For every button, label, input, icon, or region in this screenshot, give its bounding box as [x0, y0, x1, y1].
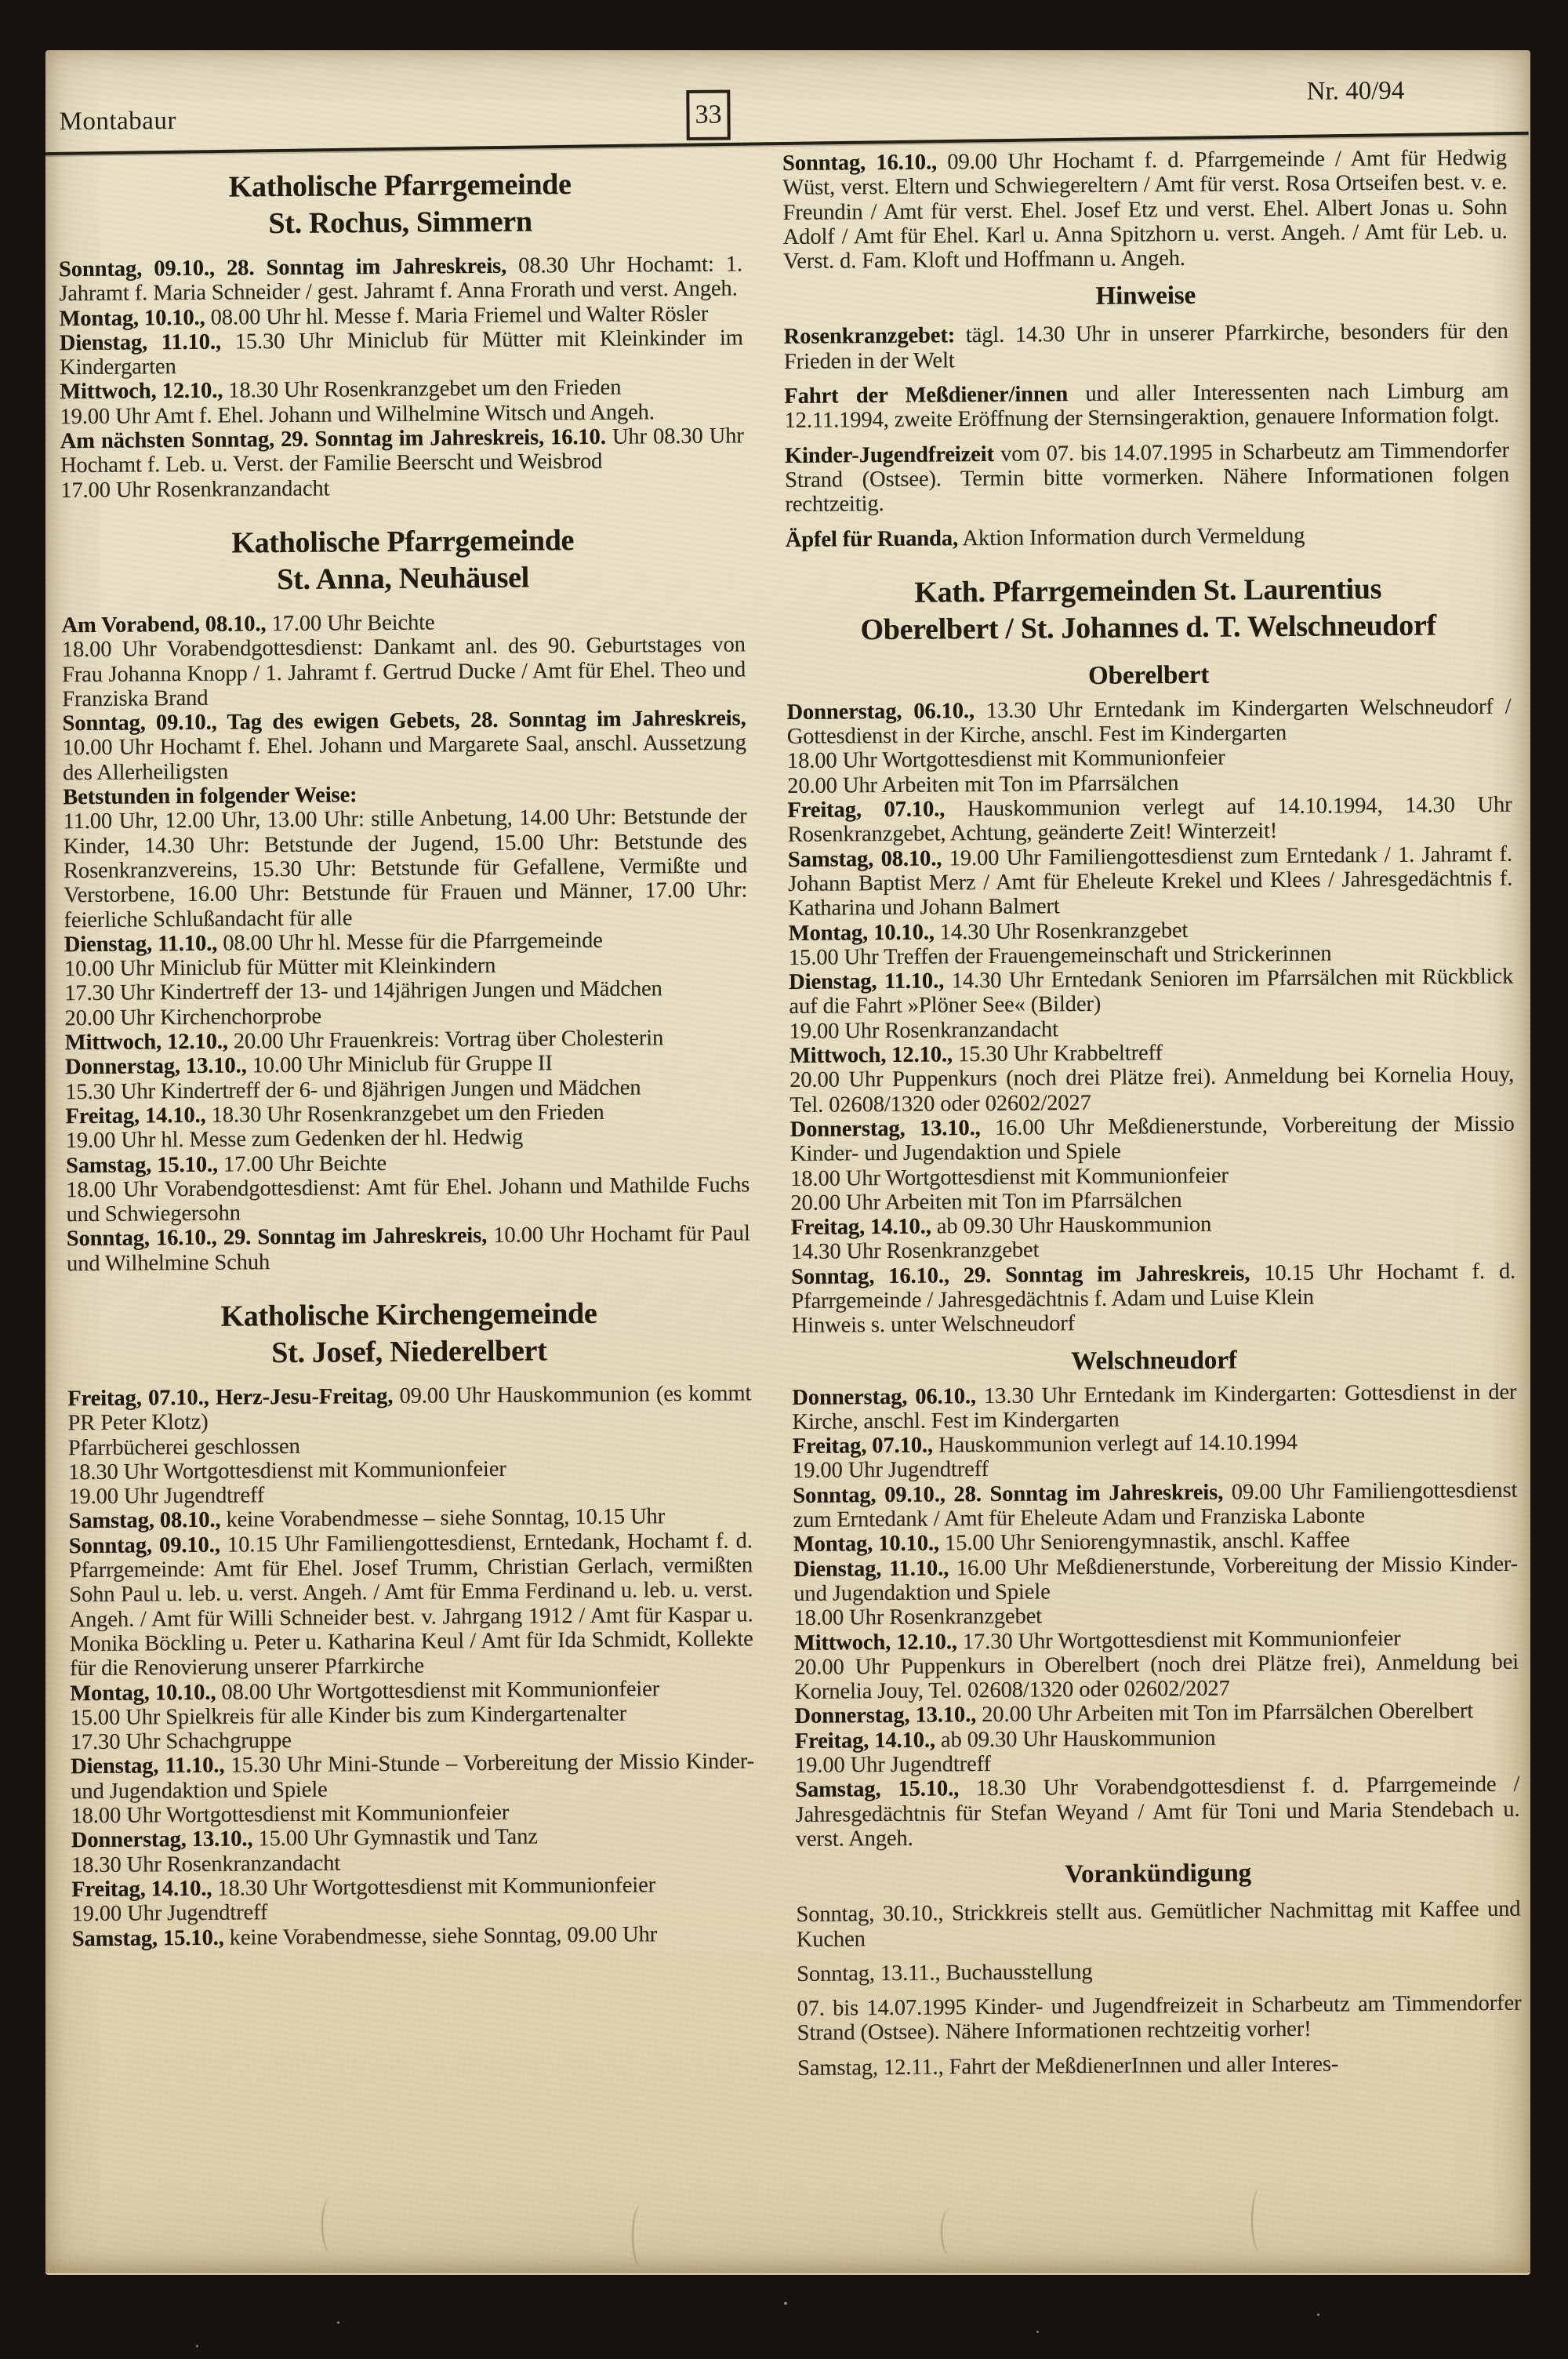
section-heading-line: Kath. Pfarrgemeinden St. Laurentius — [914, 572, 1382, 609]
section-heading — [67, 1294, 751, 1373]
section-heading-line: Katholische Pfarrgemeinde — [228, 168, 572, 204]
newspaper-page — [45, 50, 1530, 2275]
subsection-heading: Hinweise — [1095, 282, 1196, 311]
schedule-entry: 18.00 Uhr Vorabendgottesdienst: Dankamt anl. des 90. Geburtstages von Frau Johanna Knopp / 1. Jahramt f. Gertrud Ducke / Amt für Ehel. Theo und Franziska Brand — [61, 632, 746, 712]
schedule-entry: Samstag, 08.10., 19.00 Uhr Familiengottesdienst zum Erntedank / 1. Jahramt f. Johann Baptist Merz / Amt für Eheleute Krekel und Klees / Jahresgedächtnis f. Katharina und Johann Balmert — [787, 841, 1513, 921]
schedule-entry: Samstag, 15.10., keine Vorabendmesse, siehe Sonntag, 09.00 Uhr — [71, 1921, 658, 1951]
section-heading-line: Oberelbert / St. Johannes d. T. Welschneudorf — [860, 609, 1436, 647]
entry-day-label: Freitag, 07.10., Herz-Jesu-Freitag, — [67, 1383, 394, 1412]
schedule-entry: Sonntag, 16.10., 29. Sonntag im Jahreskreis, 10.15 Uhr Hochamt f. d. Pfarrgemeinde / Jahresgedächtnis f. Adam und Luise Klein — [791, 1259, 1516, 1314]
section-heading-line: St. Anna, Neuhäusel — [277, 561, 530, 597]
left-column — [58, 165, 756, 1951]
entry-day-label: Sonntag, 16.10., 29. Sonntag im Jahreskreis, — [791, 1261, 1250, 1289]
schedule-entry: Mittwoch, 12.10., 17.30 Uhr Wortgottesdienst mit Kommunionfeier — [793, 1626, 1401, 1656]
scan-crease-mark — [632, 2205, 652, 2266]
entry-day-label: Fahrt der Meßdiener/innen — [784, 382, 1069, 409]
schedule-entry: Donnerstag, 13.10., 20.00 Uhr Arbeiten mit Ton im Pfarrsälchen Oberelbert — [794, 1699, 1474, 1729]
dust-speck — [784, 2302, 787, 2305]
schedule-entry: 07. bis 14.07.1995 Kinder- und Jugendfreizeit in Scharbeutz am Timmendorfer Strand (Ostsee). Nähere Informationen rechtzeitig vorher! — [797, 1990, 1522, 2046]
schedule-entry: Freitag, 14.10., ab 09.30 Uhr Hauskommunion — [790, 1212, 1212, 1241]
entry-day-label: Kinder-Jugendfreizeit — [784, 442, 995, 468]
schedule-entry: Sonntag, 09.10., Tag des ewigen Gebets, 28. Sonntag im Jahreskreis, 10.00 Uhr Hochamt f. Ehel. Johann und Margarete Saal, anschl. Aussetzung des Allerheiligsten — [62, 706, 746, 785]
schedule-entry: Freitag, 14.10., ab 09.30 Uhr Hauskommunion — [794, 1725, 1216, 1754]
subsection-heading: Welschneudorf — [1071, 1346, 1237, 1376]
schedule-entry: Donnerstag, 06.10., 13.30 Uhr Erntedank im Kindergarten Welschneudorf / Gottesdienst in der Kirche, anschl. Fest im Kindergarten — [786, 694, 1512, 750]
masthead-place: Montabaur — [59, 107, 176, 136]
entry-day-label: Samstag, 15.10., — [71, 1925, 224, 1951]
entry-day-label: Freitag, 07.10., — [787, 797, 946, 823]
schedule-entry: 19.00 Uhr Amt f. Ehel. Johann und Wilhelmine Witsch und Angeh. — [60, 400, 655, 430]
schedule-entry: 15.00 Uhr Treffen der Frauengemeinschaft und Strickerinnen — [788, 941, 1332, 970]
schedule-entry: 17.30 Uhr Schachgruppe — [70, 1728, 292, 1755]
schedule-entry: 17.30 Uhr Kindertreff der 13- und 14jährigen Jungen und Mädchen — [64, 976, 662, 1006]
dust-speck — [196, 2345, 198, 2347]
right-column — [782, 146, 1522, 2081]
entry-day-label: Montag, 10.10., — [793, 1531, 940, 1558]
schedule-entry: Montag, 10.10., 14.30 Uhr Rosenkranzgebet — [788, 918, 1189, 946]
section-heading — [786, 570, 1511, 649]
entry-day-label: Samstag, 15.10., — [795, 1776, 960, 1803]
entry-day-label: Montag, 10.10., — [70, 1680, 216, 1706]
schedule-entry: 20.00 Uhr Arbeiten mit Ton im Pfarrsälchen — [790, 1187, 1182, 1216]
schedule-entry: Samstag, 08.10., keine Vorabendmesse – siehe Sonntag, 10.15 Uhr — [68, 1504, 666, 1534]
entry-day-label: Mittwoch, 12.10., — [64, 1029, 228, 1056]
entry-day-label: Donnerstag, 13.10., — [71, 1826, 253, 1853]
entry-day-label: Donnerstag, 13.10., — [789, 1115, 981, 1142]
schedule-entry: Mittwoch, 12.10., 18.30 Uhr Rosenkranzgebet um den Frieden — [60, 376, 622, 405]
schedule-entry: Freitag, 14.10., 18.30 Uhr Wortgottesdienst mit Kommunionfeier — [71, 1873, 656, 1903]
schedule-entry: Montag, 10.10., 15.00 Uhr Seniorengymnastik, anschl. Kaffee — [793, 1528, 1350, 1558]
schedule-entry: Am nächsten Sonntag, 29. Sonntag im Jahreskreis, 16.10. Uhr 08.30 Uhr Hochamt f. Leb. u. Verst. der Familie Beerscht und Weisbrod — [60, 423, 744, 478]
schedule-entry: Dienstag, 11.10., 15.30 Uhr Mini-Stunde – Vorbereitung der Missio Kinder- und Jugendaktion und Spiele — [70, 1749, 755, 1804]
schedule-entry: Sonntag, 09.10., 10.15 Uhr Familiengottesdienst, Erntedank, Hochamt f. d. Pfarrgemeinde: Amt für Ehel. Josef Trumm, Christian Gerlach, vermißten Sohn Paul u. leb. u. verst. Angeh. / Amt für Emma Ferdinand u. leb. u. verst. Angeh. / Amt für Willi Schneider best. v. Jahrgang 1912 / Amt für Kaspar u. Monika Böckling u. Peter u. Katharina Keul / Amt für Ida Schmidt, Kollekte für die Renovierung unserer Pfarrkirche — [68, 1528, 753, 1681]
schedule-entry: 19.00 Uhr Jugendtreff — [68, 1483, 265, 1510]
schedule-entry: Mittwoch, 12.10., 20.00 Uhr Frauenkreis: Vortrag über Cholesterin — [64, 1026, 664, 1056]
schedule-entry: 14.30 Uhr Rosenkranzgebet — [790, 1238, 1040, 1265]
schedule-entry: 18.00 Uhr Vorabendgottesdienst: Amt für Ehel. Johann und Mathilde Fuchs und Schwiegersohn — [66, 1172, 750, 1227]
entry-day-label: Donnerstag, 13.10., — [64, 1053, 247, 1080]
schedule-entry: Dienstag, 11.10., 16.00 Uhr Meßdienerstunde, Vorbereitung der Missio Kinder- und Jugendaktion und Spiele — [793, 1551, 1519, 1606]
schedule-entry: Dienstag, 11.10., 15.30 Uhr Miniclub für Mütter mit Kleinkinder im Kindergarten — [59, 325, 743, 380]
schedule-entry: Freitag, 14.10., 18.30 Uhr Rosenkranzgebet um den Frieden — [65, 1100, 604, 1129]
entry-day-label: Dienstag, 11.10., — [59, 329, 222, 356]
schedule-entry: Montag, 10.10., 08.00 Uhr Wortgottesdienst mit Kommunionfeier — [70, 1676, 660, 1706]
entry-day-label: Dienstag, 11.10., — [793, 1556, 949, 1582]
schedule-entry: Sonntag, 16.10., 09.00 Uhr Hochamt f. d. Pfarrgemeinde / Amt für Hedwig Wüst, verst. Eltern und Schwiegereltern / Amt für verst. Rosa Ortseifen best. v. e. Freundin / Amt für verst. Ehel. Josef Etz und verst. Ehel. Albert Jonas u. Sohn Adolf / Amt für Ehel. Karl u. Anna Spitzhorn u. verst. Angeh. / Amt für Leb. u. Verst. d. Fam. Kloft und Hoffmann u. Angeh. — [782, 145, 1508, 274]
schedule-entry: Am Vorabend, 08.10., 17.00 Uhr Beichte — [61, 610, 435, 638]
entry-day-label: Samstag, 08.10., — [787, 846, 942, 872]
schedule-entry: 17.00 Uhr Rosenkranzandacht — [60, 476, 330, 503]
entry-day-label: Betstunden in folgender Weise: — [63, 783, 358, 810]
dust-speck — [337, 2321, 339, 2324]
entry-day-label: Am nächsten Sonntag, 29. Sonntag im Jahreskreis, 16.10. — [60, 424, 606, 454]
page-number-box — [686, 90, 731, 140]
entry-day-label: Dienstag, 11.10., — [789, 969, 945, 995]
entry-day-label: Am Vorabend, 08.10., — [61, 612, 267, 638]
schedule-entry: 19.00 Uhr hl. Messe zum Gedenken der hl. Hedwig — [65, 1125, 524, 1154]
schedule-entry: Sonntag, 09.10., 28. Sonntag im Jahreskreis, 09.00 Uhr Familiengottesdienst zum Erntedank / Amt für Eheleute Adam und Franziska Labonte — [793, 1478, 1518, 1533]
schedule-entry: Pfarrbücherei geschlossen — [67, 1434, 300, 1460]
entry-day-label: Sonntag, 09.10., Tag des ewigen Gebets, 28. Sonntag im Jahreskreis, — [62, 706, 746, 736]
schedule-entry: 15.00 Uhr Spielkreis für alle Kinder bis zum Kindergartenalter — [70, 1701, 627, 1731]
schedule-entry: Sonntag, 30.10., Strickkreis stellt aus. Gemütlicher Nachmittag mit Kaffee und Kuchen — [796, 1896, 1521, 1952]
schedule-entry: 20.00 Uhr Puppenkurs (noch drei Plätze frei). Anmeldung bei Kornelia Houy, Tel. 02608/1320 oder 02602/2027 — [789, 1063, 1515, 1118]
entry-day-label: Sonntag, 09.10., 28. Sonntag im Jahreskreis, — [793, 1480, 1224, 1508]
schedule-entry: 19.00 Uhr Jugendtreff — [71, 1900, 268, 1927]
schedule-entry: Rosenkranzgebet: tägl. 14.30 Uhr in unserer Pfarrkirche, besonders für den Frieden in der Welt — [783, 319, 1508, 374]
scan-crease-mark — [321, 2197, 342, 2252]
entry-day-label: Freitag, 14.10., — [790, 1214, 931, 1241]
schedule-entry: 19.00 Uhr Rosenkranzandacht — [789, 1017, 1058, 1044]
entry-day-label: Mittwoch, 12.10., — [789, 1042, 953, 1068]
schedule-entry: Mittwoch, 12.10., 15.30 Uhr Krabbeltreff — [789, 1041, 1163, 1068]
entry-day-label: Rosenkranzgebet: — [783, 323, 956, 350]
issue-number: Nr. 40/94 — [1306, 76, 1405, 106]
schedule-entry: 18.00 Uhr Wortgottesdienst mit Kommunionfeier — [786, 746, 1225, 774]
entry-day-label: Sonntag, 09.10., 28. Sonntag im Jahreskreis, — [58, 253, 507, 282]
entry-day-label: Freitag, 14.10., — [71, 1876, 212, 1903]
schedule-entry: Dienstag, 11.10., 14.30 Uhr Erntedank Senioren im Pfarrsälchen mit Rückblick auf die Fahrt »Plöner See« (Bilder) — [789, 964, 1514, 1020]
entry-day-label: Samstag, 15.10., — [65, 1152, 219, 1178]
entry-day-label: Montag, 10.10., — [788, 920, 935, 946]
entry-day-label: Mittwoch, 12.10., — [793, 1629, 958, 1656]
entry-day-label: Freitag, 14.10., — [65, 1103, 206, 1129]
entry-day-label: Donnerstag, 06.10., — [792, 1383, 977, 1410]
schedule-entry: 18.00 Uhr Rosenkranzgebet — [793, 1604, 1043, 1631]
schedule-entry: Äpfel für Ruanda, Aktion Information durch Vermeldung — [785, 523, 1305, 552]
schedule-entry: Samstag, 12.11., Fahrt der MeßdienerInnen und aller Interes- — [797, 2052, 1339, 2081]
dust-speck — [1317, 2314, 1319, 2316]
section-heading-line: Katholische Pfarrgemeinde — [231, 524, 575, 560]
schedule-entry: Donnerstag, 13.10., 15.00 Uhr Gymnastik und Tanz — [71, 1824, 538, 1853]
schedule-entry: Hinweis s. unter Welschneudorf — [791, 1311, 1076, 1339]
schedule-entry: 20.00 Uhr Kirchenchorprobe — [64, 1004, 322, 1030]
entry-day-label: Dienstag, 11.10., — [64, 931, 218, 958]
schedule-entry: 20.00 Uhr Arbeiten mit Ton im Pfarrsälchen — [787, 770, 1179, 798]
entry-day-label: Sonntag, 09.10., — [68, 1532, 220, 1558]
section-heading — [61, 521, 746, 600]
page-number: 33 — [695, 100, 722, 129]
schedule-entry: 20.00 Uhr Puppenkurs in Oberelbert (noch drei Plätze frei), Anmeldung bei Kornelia Jouy, Tel. 02608/1320 oder 02602/2027 — [793, 1649, 1519, 1705]
entry-day-label: Donnerstag, 06.10., — [786, 698, 975, 725]
schedule-entry: 10.00 Uhr Miniclub für Mütter mit Kleinkindern — [64, 954, 496, 982]
schedule-entry: Sonntag, 09.10., 28. Sonntag im Jahreskreis, 08.30 Uhr Hochamt: 1. Jahramt f. Maria Schneider / gest. Jahramt f. Anna Frorath und verst. Angeh. — [58, 252, 743, 307]
subsection-heading: Oberelbert — [1087, 660, 1210, 690]
entry-day-label: Sonntag, 16.10., — [782, 150, 938, 176]
subsection-heading: Vorankündigung — [1065, 1859, 1252, 1889]
schedule-entry: Samstag, 15.10., 17.00 Uhr Beichte — [65, 1150, 387, 1178]
schedule-entry: 18.00 Uhr Wortgottesdienst mit Kommunionfeier — [71, 1800, 510, 1829]
schedule-entry: Freitag, 07.10., Herz-Jesu-Freitag, 09.00 Uhr Hauskommunion (es kommt PR Peter Klotz) — [67, 1381, 752, 1436]
schedule-entry: 18.00 Uhr Wortgottesdienst mit Kommunionfeier — [790, 1163, 1229, 1191]
schedule-entry: 18.30 Uhr Rosenkranzandacht — [71, 1851, 341, 1877]
schedule-entry: 19.00 Uhr Jugendtreff — [794, 1752, 992, 1778]
schedule-entry: 18.30 Uhr Wortgottesdienst mit Kommunionfeier — [67, 1456, 506, 1485]
scan-crease-mark — [1251, 2188, 1272, 2252]
schedule-entry: Freitag, 07.10., Hauskommunion verlegt auf 14.10.1994, 14.30 Uhr Rosenkranzgebet, Achtung, geänderte Zeit! Winterzeit! — [787, 792, 1512, 848]
schedule-entry: Fahrt der Meßdiener/innen und aller Interessenten nach Limburg am 12.11.1994, zweite Eröffnung der Sternsingeraktion, genauere Information folgt. — [784, 378, 1509, 434]
entry-day-label: Äpfel für Ruanda, — [785, 525, 959, 552]
section-heading-line: Katholische Kirchengemeinde — [220, 1296, 597, 1333]
schedule-entry: 19.00 Uhr Jugendtreff — [792, 1457, 989, 1484]
schedule-entry: 15.30 Uhr Kindertreff der 6- und 8jährigen Jungen und Mädchen — [65, 1075, 641, 1104]
entry-day-label: Montag, 10.10., — [59, 305, 205, 331]
schedule-entry: Freitag, 07.10., Hauskommunion verlegt auf 14.10.1994 — [792, 1430, 1298, 1459]
schedule-entry: Sonntag, 16.10., 29. Sonntag im Jahreskreis, 10.00 Uhr Hochamt für Paul und Wilhelmine Schuh — [66, 1221, 750, 1276]
page-content — [45, 50, 1530, 2275]
entry-day-label: Mittwoch, 12.10., — [60, 379, 223, 405]
schedule-entry: Montag, 10.10., 08.00 Uhr hl. Messe f. Maria Friemel und Walter Rösler — [59, 301, 709, 331]
schedule-entry: Donnerstag, 13.10., 10.00 Uhr Miniclub für Gruppe II — [64, 1051, 553, 1080]
section-heading — [58, 165, 742, 244]
entry-day-label: Sonntag, 16.10., 29. Sonntag im Jahreskreis, — [66, 1223, 488, 1252]
entry-day-label: Freitag, 14.10., — [794, 1728, 936, 1754]
entry-day-label: Freitag, 07.10., — [792, 1433, 934, 1459]
schedule-entry: Donnerstag, 06.10., 13.30 Uhr Erntedank im Kindergarten: Gottesdienst in der Kirche, anschl. Fest im Kindergarten — [792, 1379, 1517, 1434]
schedule-entry: Dienstag, 11.10., 08.00 Uhr hl. Messe für die Pfarrgemeinde — [64, 928, 603, 958]
schedule-entry: Kinder-Jugendfreizeit vom 07. bis 14.07.1995 in Scharbeutz am Timmendorfer Strand (Ostsee). Termin bitte vormerken. Nähere Informationen folgen rechtzeitig. — [784, 438, 1510, 518]
section-heading-line: St. Josef, Niederelbert — [271, 1334, 547, 1370]
schedule-entry: 11.00 Uhr, 12.00 Uhr, 13.00 Uhr: stille Anbetung, 14.00 Uhr: Betstunde der Kinder, 14.30 Uhr: Betstunde der Jugend, 15.00 Uhr: Betstunde des Rosenkranzvereins, 15.30 Uhr: Betstunde für Gefallene, Vermißte und Verstorbene, 16.00 Uhr: Betstunde für Frauen und Männer, 17.00 Uhr: feierliche Schlußandacht für alle — [63, 804, 748, 932]
entry-day-label: Dienstag, 11.10., — [70, 1754, 225, 1779]
scan-crease-mark — [941, 2208, 961, 2255]
entry-day-label: Donnerstag, 13.10., — [794, 1703, 977, 1729]
dust-speck — [1036, 2331, 1039, 2333]
schedule-entry: Donnerstag, 13.10., 16.00 Uhr Meßdienerstunde, Vorbereitung der Missio Kinder- und Jugendaktion und Spiele — [789, 1111, 1515, 1167]
entry-day-label: Samstag, 08.10., — [68, 1508, 221, 1534]
schedule-entry: Sonntag, 13.11., Buchausstellung — [797, 1959, 1093, 1986]
schedule-entry: Samstag, 15.10., 18.30 Uhr Vorabendgottesdienst f. d. Pfarrgemeinde / Jahresgedächtnis für Stefan Weyand / Amt für Toni und Maria Stendebach u. verst. Angeh. — [795, 1772, 1520, 1852]
section-heading-line: St. Rochus, Simmern — [268, 205, 532, 241]
